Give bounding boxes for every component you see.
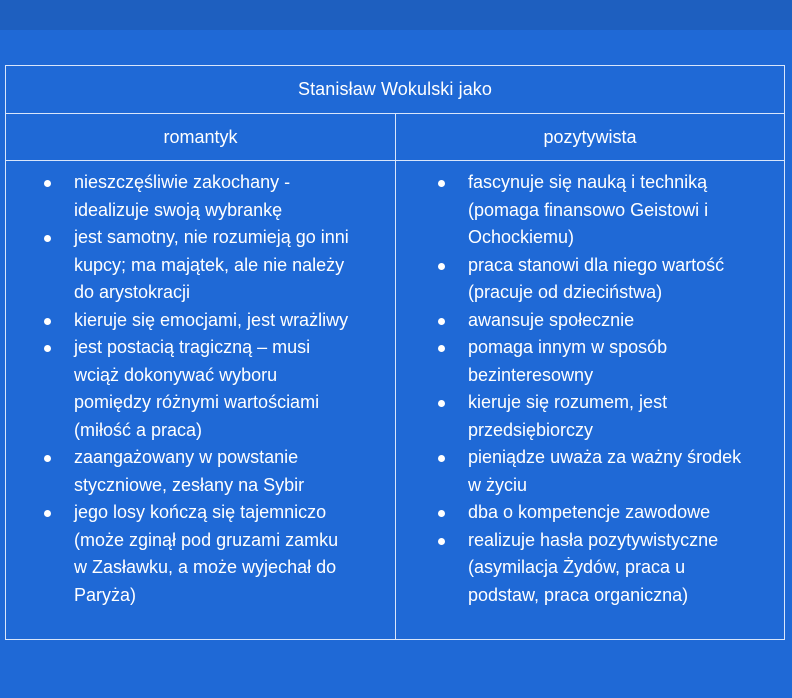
list-item: awansuje społecznie [396, 307, 784, 335]
list-item: kieruje się emocjami, jest wrażliwy [6, 307, 395, 335]
bullet-icon [438, 538, 445, 545]
bullet-icon [44, 455, 51, 462]
top-band [0, 0, 792, 30]
table-title: Stanisław Wokulski jako [6, 66, 784, 114]
list-item: jest samotny, nie rozumieją go inni kupcy; ma majątek, ale nie należy do arystokracji [6, 224, 395, 307]
bullet-icon [44, 235, 51, 242]
bullet-icon [438, 345, 445, 352]
bullet-icon [44, 510, 51, 517]
romantic-column [6, 169, 395, 609]
bullet-icon [438, 455, 445, 462]
bullet-icon [44, 180, 51, 187]
list-item: pieniądze uważa za ważny środek w życiu [396, 444, 784, 499]
list-item: realizuje hasła pozytywistyczne (asymilacja Żydów, praca u podstaw, praca organiczna) [396, 527, 784, 610]
list-item: jego losy kończą się tajemniczo (może zginął pod gruzami zamku w Zasławku, a może wyjechał do Paryża) [6, 499, 395, 609]
list-item: nieszczęśliwie zakochany - idealizuje swoją wybrankę [6, 169, 395, 224]
list-item: dba o kompetencje zawodowe [396, 499, 784, 527]
romantic-header: romantyk [163, 126, 238, 147]
list-item: kieruje się rozumem, jest przedsiębiorczy [396, 389, 784, 444]
list-item: praca stanowi dla niego wartość (pracuje od dzieciństwa) [396, 252, 784, 307]
list-item: jest postacią tragiczną – musi wciąż dokonywać wyboru pomiędzy różnymi wartościami (miłość a praca) [6, 334, 395, 444]
bullet-icon [438, 180, 445, 187]
bullet-icon [438, 400, 445, 407]
list-item: pomaga innym w sposób bezinteresowny [396, 334, 784, 389]
comparison-table [5, 65, 785, 640]
bullet-icon [438, 263, 445, 270]
bullet-icon [438, 510, 445, 517]
list-item: fascynuje się nauką i techniką (pomaga finansowo Geistowi i Ochockiemu) [396, 169, 784, 252]
bullet-icon [438, 318, 445, 325]
positivist-header: pozytywista [543, 126, 637, 147]
bullet-icon [44, 345, 51, 352]
list-item: zaangażowany w powstanie styczniowe, zesłany na Sybir [6, 444, 395, 499]
bullet-icon [44, 318, 51, 325]
positivist-column [396, 169, 784, 609]
